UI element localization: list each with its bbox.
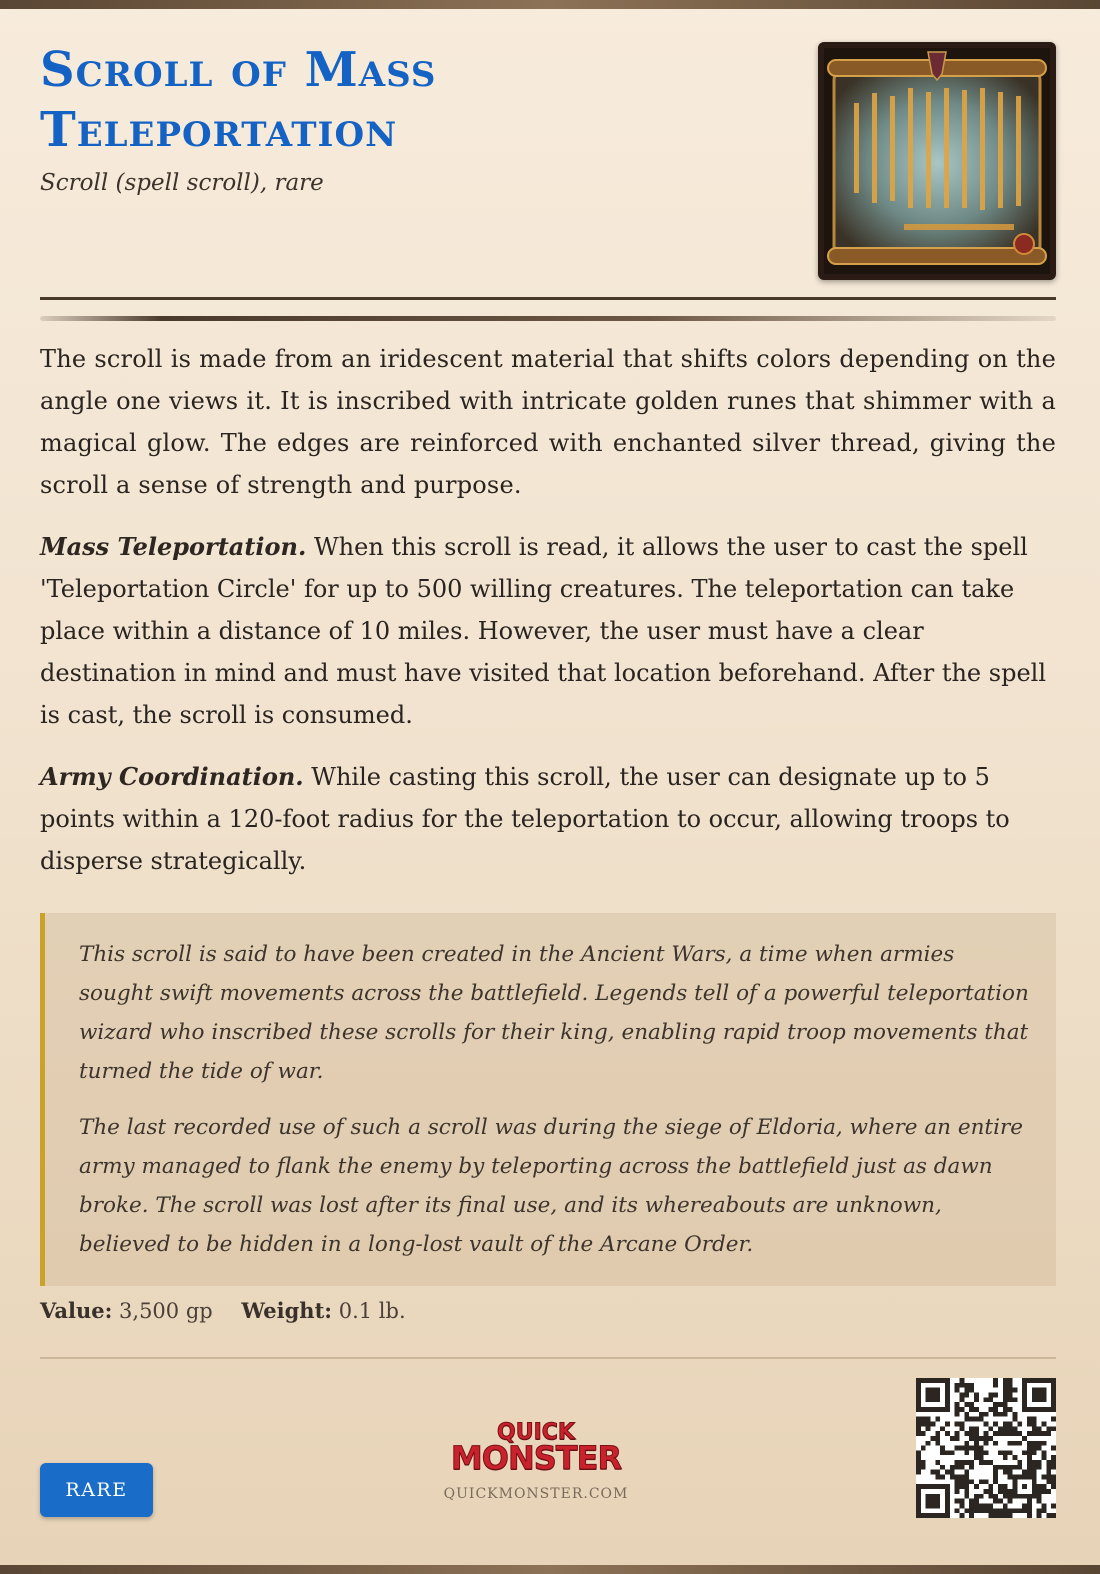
- value-amount: 3,500 gp: [119, 1299, 213, 1323]
- qr-code-graphic: [916, 1378, 1056, 1518]
- rarity-badge: RARE: [40, 1463, 153, 1517]
- feature-name: Army Coordination.: [40, 762, 304, 791]
- lore-paragraph: The last recorded use of such a scroll was during the siege of Eldoria, where an entire army managed to flank the enemy by teleporting across the battlefield just as dawn broke. The scroll was lost after its final use, and its whereabouts are unknown, believed to be hidden in a long-lost vault of the Arcane Order.: [79, 1115, 1023, 1257]
- site-link[interactable]: QUICKMONSTER.COM: [443, 1486, 629, 1502]
- bottom-border: [0, 1565, 1100, 1574]
- feature-text: When this scroll is read, it allows the user to cast the spell 'Teleportation Circle' for up to 500 willing creatures. The teleportation can take place within a distance of 10 miles. However, the user must have a clear destination in mind and must have visited that location beforehand. After the spell is cast, the scroll is consumed.: [40, 533, 1046, 729]
- card-header: [40, 40, 1056, 280]
- lore-paragraph: This scroll is said to have been created in the Ancient Wars, a time when armies sought swift movements across the battlefield. Legends tell of a powerful teleportation wizard who inscribed these scrolls for their king, enabling rapid troop movements that turned the tide of war.: [79, 942, 1029, 1084]
- feature-text: While casting this scroll, the user can designate up to 5 points within a 120-foot radius for the teleportation to occur, allowing troops to disperse strategically.: [40, 763, 1010, 875]
- scroll-image: [818, 42, 1056, 280]
- item-title-line1: Scroll of Mass: [40, 42, 437, 98]
- value-label: Value:: [40, 1298, 113, 1323]
- weight-amount: 0.1 lb.: [338, 1299, 406, 1323]
- qr-code-icon: [916, 1378, 1056, 1518]
- logo-word-monster: MONSTER: [450, 1439, 622, 1477]
- weight-label: Weight:: [241, 1298, 333, 1323]
- header-divider-shadow: [40, 316, 1056, 321]
- item-title: [40, 40, 740, 160]
- feature-army-coordination: [40, 756, 1056, 882]
- lore-blockquote: [40, 913, 1056, 1286]
- scroll-illustration-icon: [824, 48, 1050, 274]
- item-title-line2: Teleportation: [40, 102, 398, 158]
- top-border: [0, 0, 1100, 9]
- item-stats: [40, 1298, 406, 1323]
- quickmonster-logo[interactable]: [436, 1422, 636, 1502]
- logo-word-quick: QUICK: [497, 1420, 575, 1445]
- feature-name: Mass Teleportation.: [40, 532, 307, 561]
- header-divider: [40, 297, 1056, 300]
- footer-divider: [40, 1357, 1056, 1359]
- item-type: Scroll (spell scroll), rare: [40, 170, 324, 196]
- item-body: [40, 338, 1056, 902]
- item-description: The scroll is made from an iridescent material that shifts colors depending on the angle one views it. It is inscribed with intricate golden runes that shimmer with a magical glow. The edges are reinforced with enchanted silver thread, giving the scroll a sense of strength and purpose.: [40, 345, 1056, 499]
- feature-mass-teleportation: [40, 526, 1056, 736]
